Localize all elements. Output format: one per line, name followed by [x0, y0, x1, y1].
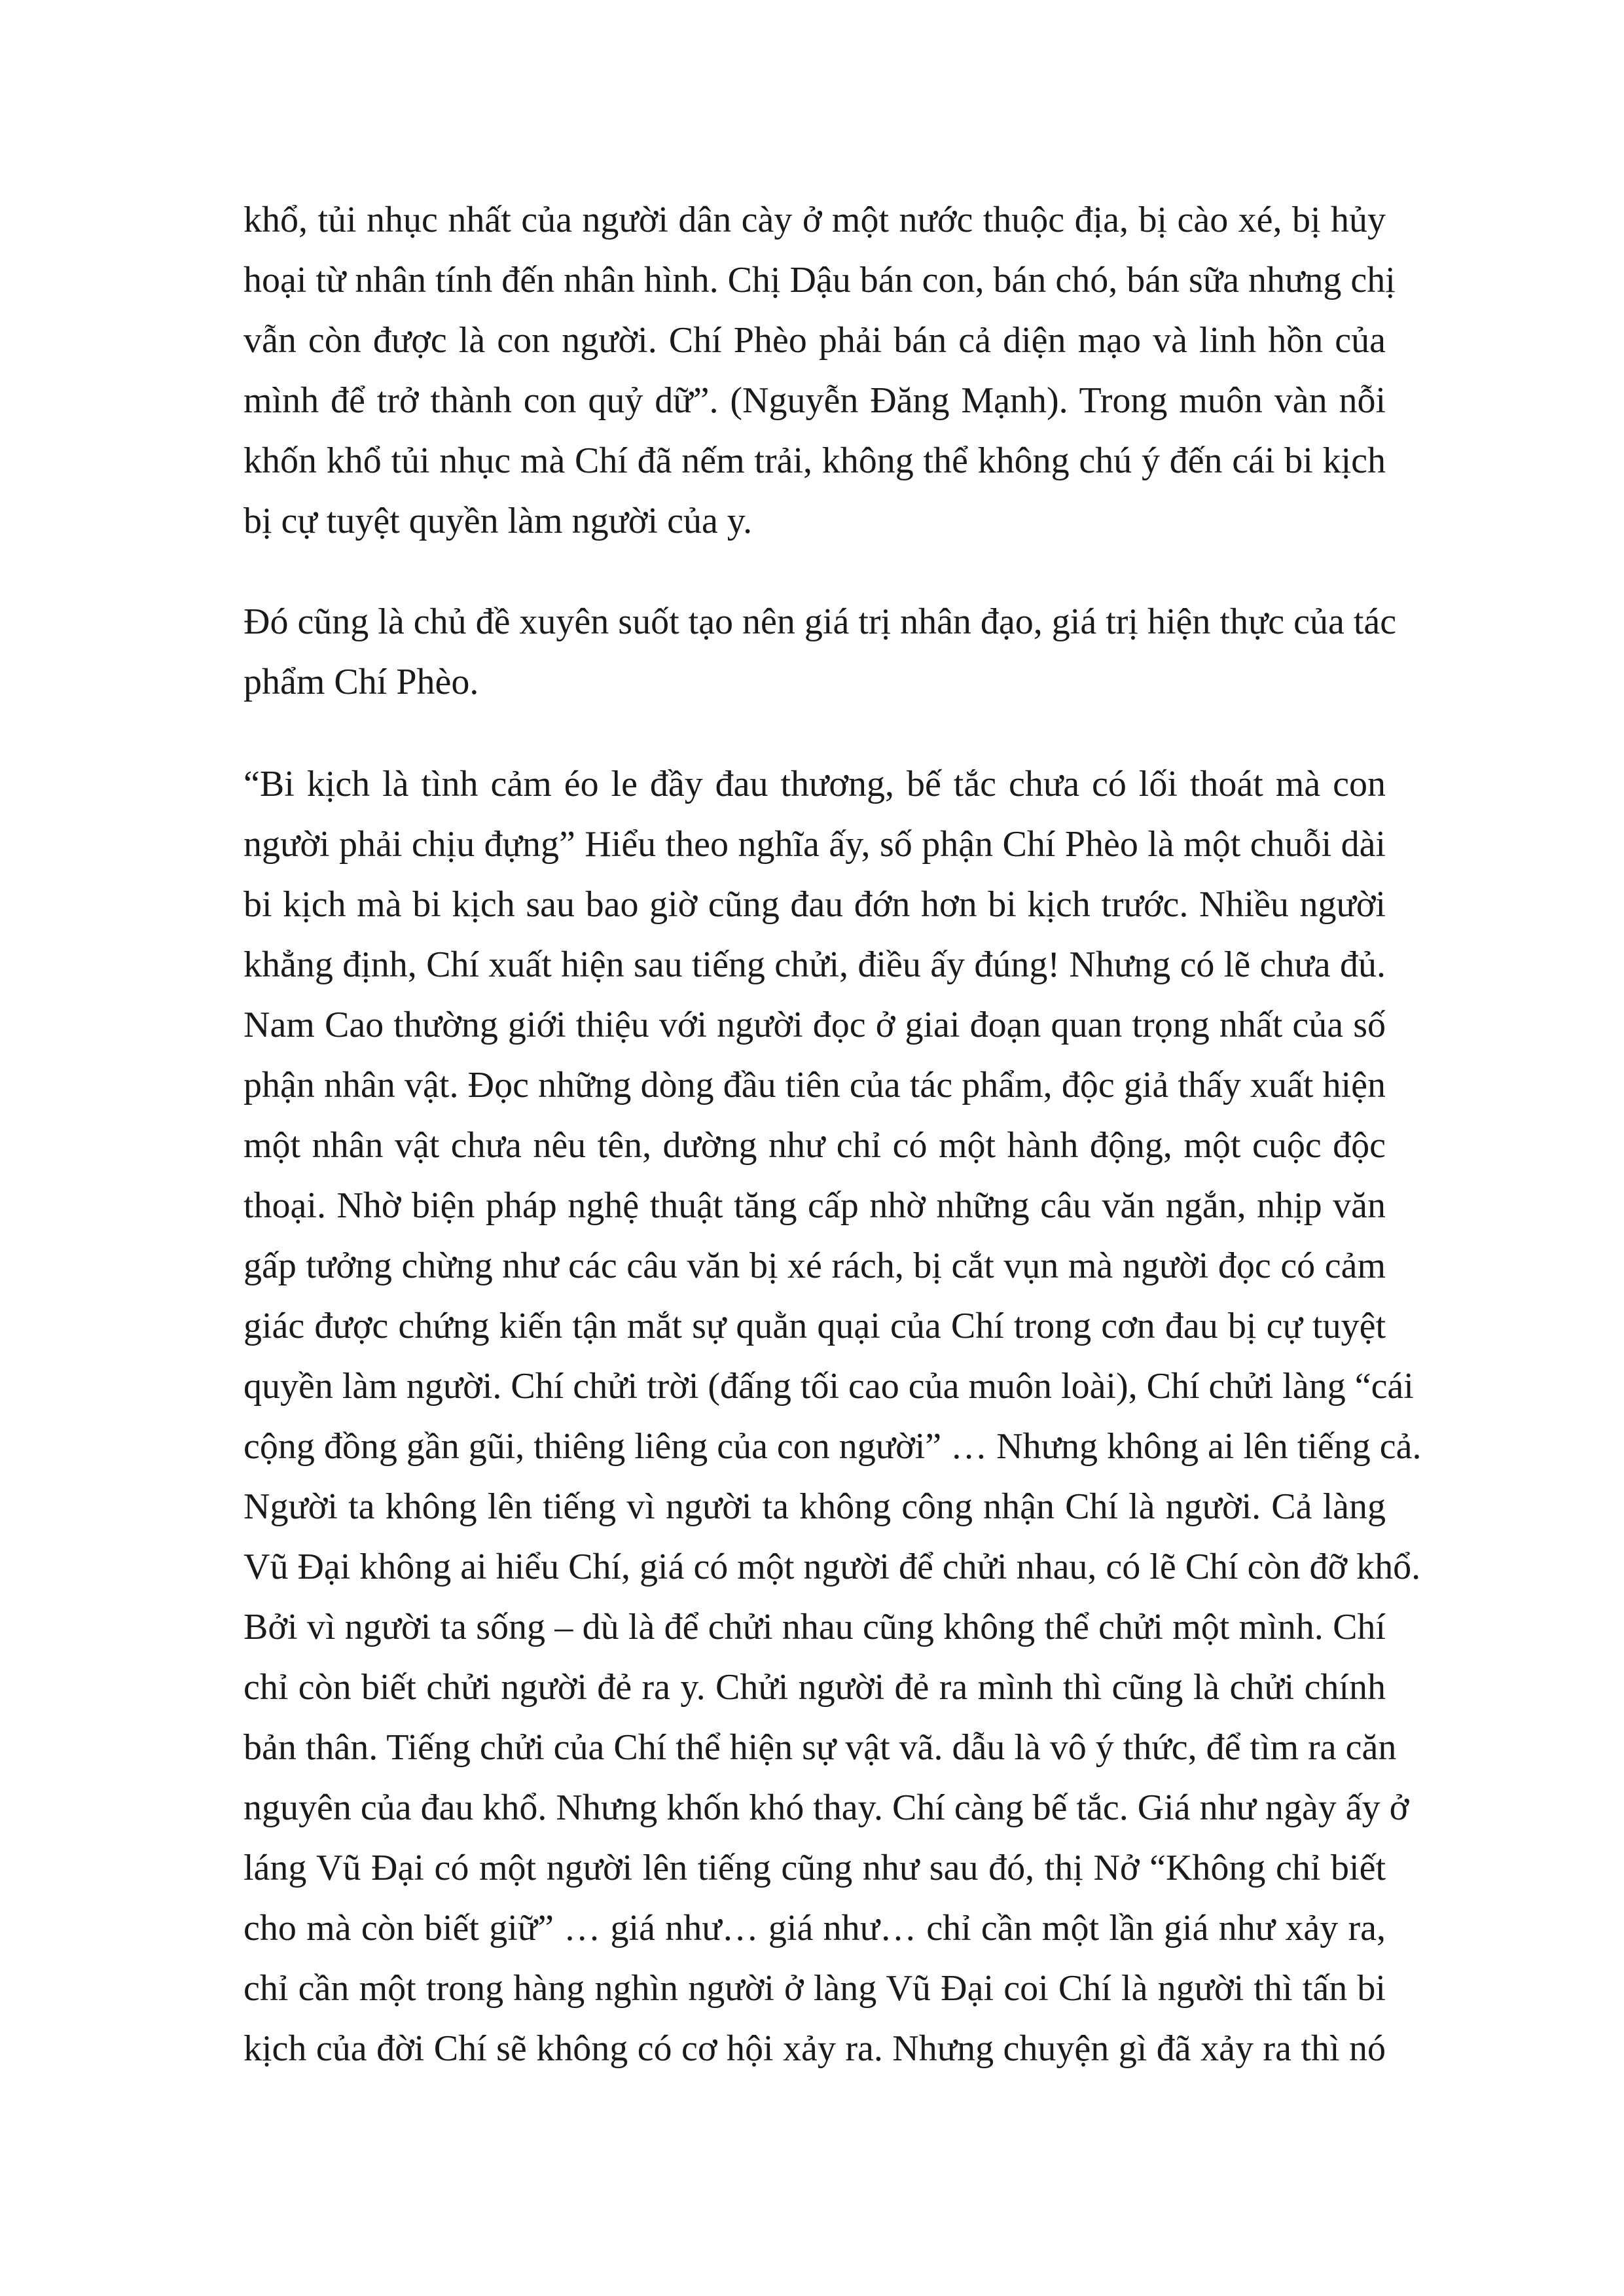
paragraph-spacer	[244, 712, 1386, 754]
text-line: chỉ còn biết chửi người đẻ ra y. Chửi người đẻ ra mình thì cũng là chửi chính	[244, 1667, 1386, 1708]
text-line: bi kịch mà bi kịch sau bao giờ cũng đau đớn hơn bi kịch trước. Nhiều người	[244, 884, 1386, 925]
text-line: thoại. Nhờ biện pháp nghệ thuật tăng cấp nhờ những câu văn ngắn, nhịp văn	[244, 1185, 1386, 1226]
text-line: “Bi kịch là tình cảm éo le đầy đau thương, bế tắc chưa có lối thoát mà con	[244, 764, 1386, 804]
text-line: khẳng định, Chí xuất hiện sau tiếng chửi, điều ấy đúng! Nhưng có lẽ chưa đủ.	[244, 944, 1386, 985]
text-line: phận nhân vật. Đọc những dòng đầu tiên của tác phẩm, độc giả thấy xuất hiện	[244, 1065, 1386, 1105]
text-line: phẩm Chí Phèo.	[244, 662, 479, 702]
paragraph-3	[244, 754, 1422, 2079]
paragraph-2	[244, 592, 1397, 712]
text-line: bản thân. Tiếng chửi của Chí thể hiện sự vật vã. dẫu là vô ý thức, để tìm ra căn	[244, 1727, 1397, 1768]
text-line: bị cự tuyệt quyền làm người của y.	[244, 501, 753, 541]
paragraph-spacer	[244, 551, 1386, 592]
text-line: láng Vũ Đại có một người lên tiếng cũng như sau đó, thị Nở “Không chỉ biết	[244, 1848, 1386, 1888]
text-line: Đó cũng là chủ đề xuyên suốt tạo nên giá trị nhân đạo, giá trị hiện thực của tác	[244, 601, 1397, 642]
text-line: cộng đồng gần gũi, thiêng liêng của con người” … Nhưng không ai lên tiếng cả.	[244, 1426, 1422, 1467]
text-line: gấp tưởng chừng như các câu văn bị xé rách, bị cắt vụn mà người đọc có cảm	[244, 1246, 1386, 1286]
text-line: cho mà còn biết giữ” … giá như… giá như… chỉ cần một lần giá như xảy ra,	[244, 1908, 1386, 1948]
text-line: chỉ cần một trong hàng nghìn người ở làng Vũ Đại coi Chí là người thì tấn bi	[244, 1968, 1386, 2009]
text-line: vẫn còn được là con người. Chí Phèo phải bán cả diện mạo và linh hồn của	[244, 320, 1386, 361]
text-line: hoại từ nhân tính đến nhân hình. Chị Dậu bán con, bán chó, bán sữa nhưng chị	[244, 260, 1396, 300]
text-line: người phải chịu đựng” Hiểu theo nghĩa ấy, số phận Chí Phèo là một chuỗi dài	[244, 824, 1386, 865]
text-line: giác được chứng kiến tận mắt sự quằn quại của Chí trong cơn đau bị cự tuyệt	[244, 1306, 1386, 1346]
text-line: mình để trở thành con quỷ dữ”. (Nguyễn Đăng Mạnh). Trong muôn vàn nỗi	[244, 380, 1386, 421]
text-line: Người ta không lên tiếng vì người ta không công nhận Chí là người. Cả làng	[244, 1486, 1386, 1527]
text-line: khổ, tủi nhục nhất của người dân cày ở một nước thuộc địa, bị cào xé, bị hủy	[244, 200, 1386, 240]
text-line: Nam Cao thường giới thiệu với người đọc ở giai đoạn quan trọng nhất của số	[244, 1005, 1386, 1045]
text-line: một nhân vật chưa nêu tên, dường như chỉ có một hành động, một cuộc độc	[244, 1125, 1386, 1166]
text-line: khốn khổ tủi nhục mà Chí đã nếm trải, không thể không chú ý đến cái bi kịch	[244, 440, 1386, 481]
paragraph-1	[244, 190, 1396, 551]
text-line: Vũ Đại không ai hiểu Chí, giá có một người để chửi nhau, có lẽ Chí còn đỡ khổ.	[244, 1547, 1421, 1587]
text-line: kịch của đời Chí sẽ không có cơ hội xảy ra. Nhưng chuyện gì đã xảy ra thì nó	[244, 2028, 1386, 2069]
text-line: Bởi vì người ta sống – dù là để chửi nhau cũng không thể chửi một mình. Chí	[244, 1607, 1386, 1647]
text-line: nguyên của đau khổ. Nhưng khốn khó thay. Chí càng bế tắc. Giá như ngày ấy ở	[244, 1787, 1409, 1828]
document-body	[244, 190, 1422, 2079]
text-line: quyền làm người. Chí chửi trời (đấng tối cao của muôn loài), Chí chửi làng “cái	[244, 1366, 1414, 1407]
